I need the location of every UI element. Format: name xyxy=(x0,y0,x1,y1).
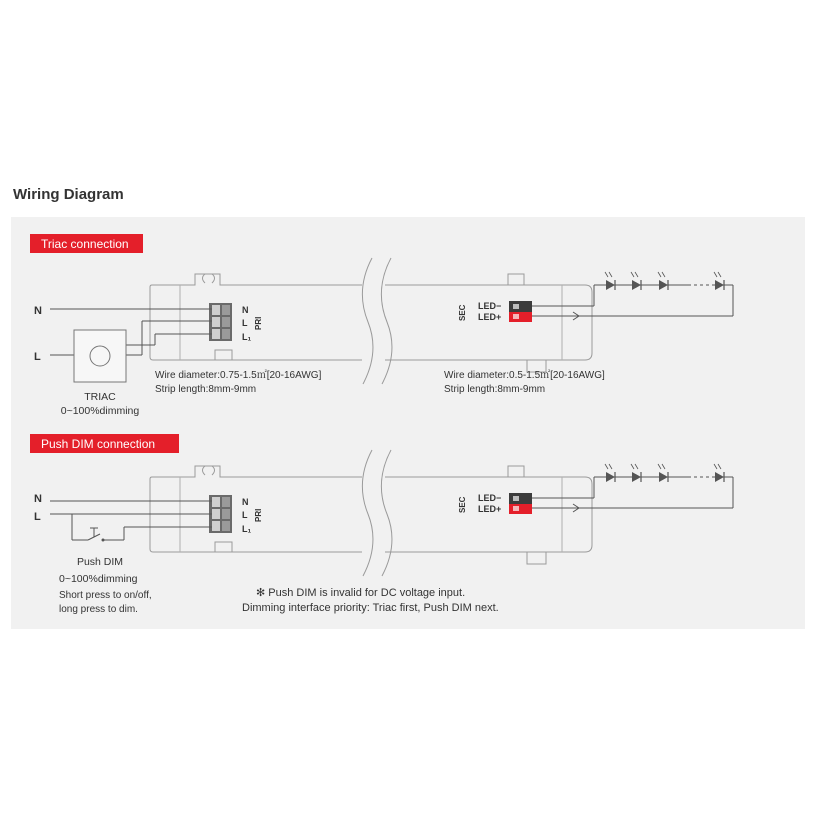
input-l-label: L xyxy=(34,351,41,363)
push-sec-terminal-led-plus: LED+ xyxy=(478,504,502,514)
note-push-dim-dc: ✻ Push DIM is invalid for DC voltage input. xyxy=(256,587,466,599)
push-pri-terminal-l: L xyxy=(242,510,248,520)
push-input-n-label: N xyxy=(34,493,42,505)
primary-terminal-block xyxy=(209,495,232,533)
push-device-label: Push DIM xyxy=(76,556,124,568)
push-switch-icon xyxy=(88,528,105,542)
triac-knob-icon xyxy=(74,330,126,382)
triac-header: Triac connection xyxy=(41,237,129,251)
secondary-terminal-block xyxy=(509,493,532,514)
push-section xyxy=(30,434,733,615)
push-pri-terminal-l1: L₁ xyxy=(242,524,252,534)
triac-device-range: 0~100%dimming xyxy=(60,405,140,417)
sec-wire-diameter: Wire diameter:0.5-1.5㎡[20-16AWG] xyxy=(444,370,605,381)
pri-wire-diameter: Wire diameter:0.75-1.5㎡[20-16AWG] xyxy=(155,370,322,381)
push-sec-terminal-led-minus: LED− xyxy=(478,493,502,503)
sec-label: SEC xyxy=(458,304,467,321)
push-device-range: 0~100%dimming xyxy=(59,573,138,585)
pri-terminal-n: N xyxy=(242,305,249,315)
pri-label: PRI xyxy=(254,316,263,330)
page-title: Wiring Diagram xyxy=(13,186,124,203)
sec-terminal-led-minus: LED− xyxy=(478,301,502,311)
push-sec-label: SEC xyxy=(458,496,467,513)
push-note-line2: long press to dim. xyxy=(59,604,138,615)
triac-device-label: TRIAC xyxy=(84,391,116,403)
push-pri-terminal-n: N xyxy=(242,497,249,507)
push-header: Push DIM connection xyxy=(41,437,156,451)
pri-terminal-l1: L₁ xyxy=(242,332,252,342)
secondary-terminal-block xyxy=(509,301,532,322)
triac-section xyxy=(30,234,733,417)
pri-strip-length: Strip length:8mm-9mm xyxy=(155,384,257,395)
sec-terminal-led-plus: LED+ xyxy=(478,312,502,322)
note-dimming-priority: Dimming interface priority: Triac first, Push DIM next. xyxy=(242,602,499,614)
pri-terminal-l: L xyxy=(242,318,248,328)
push-input-l-label: L xyxy=(34,511,41,523)
push-note-line1: Short press to on/off, xyxy=(59,590,152,601)
push-pri-label: PRI xyxy=(254,508,263,522)
primary-terminal-block xyxy=(209,303,232,341)
sec-strip-length: Strip length:8mm-9mm xyxy=(444,384,546,395)
input-n-label: N xyxy=(34,305,42,317)
